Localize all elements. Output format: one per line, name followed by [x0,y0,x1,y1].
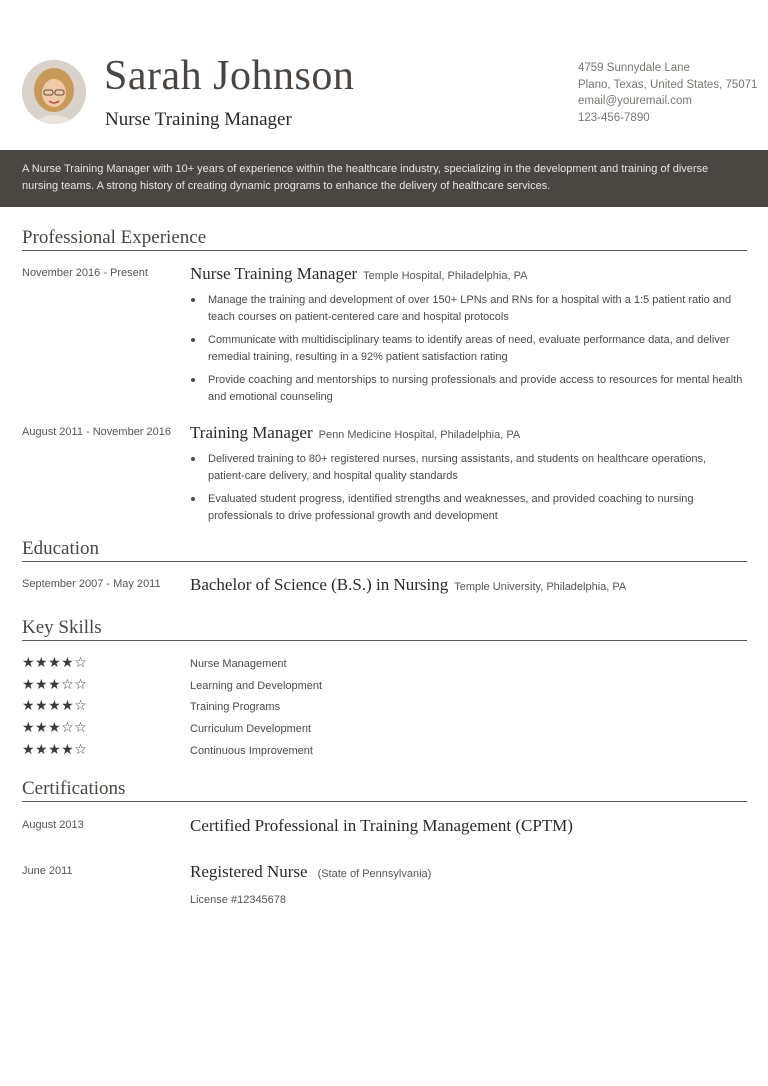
star-rating-icon: ★★★★☆ [22,655,88,671]
profile-photo [22,60,86,124]
skill-name: Nurse Management [190,658,287,670]
education-heading: Education [22,538,747,562]
summary: A Nurse Training Manager with 10+ years of experience within the healthcare industry, specializing in the development and training of diverse nursing teams. A strong history of creating dynamic programs to enhance the delivery of healthcare services. [0,150,768,207]
list-item: Evaluated student progress, identified strengths and weaknesses, and provided coaching to nursing professionals to drive professional growth and development [190,491,745,525]
degree: Bachelor of Science (B.S.) in Nursing [190,575,449,594]
job-1-dates: November 2016 - Present [22,267,148,279]
address-line-2: Plano, Texas, United States, 75071 [578,78,758,91]
job-2-header [190,423,520,443]
cert-1-title: Certified Professional in Training Management (CPTM) [190,816,573,835]
skill-name: Learning and Development [190,680,323,692]
star-rating-icon: ★★★★☆ [22,698,88,714]
list-item: Delivered training to 80+ registered nurses, nursing assistants, and students on healthcare operations, patient-care delivery, and hospital quality standards [190,451,745,485]
candidate-title: Nurse Training Manager [105,109,292,130]
job-1-header [190,264,527,284]
list-item: Provide coaching and mentorships to nursing professionals and provide access to resources for mental health and emotional counseling [190,372,745,406]
list-item: Manage the training and development of over 150+ LPNs and RNs for a hospital with a 1:5 patient ratio and teach courses on patient-centered care and hospital protocols [190,292,745,326]
resume-header [0,0,768,150]
cert-2-header [190,862,431,882]
job-1-bullets [190,292,745,412]
skill-row [22,679,422,697]
star-rating-icon: ★★★☆☆ [22,720,88,736]
job-2-bullets [190,451,745,531]
certifications-heading: Certifications [22,778,747,802]
skills-heading: Key Skills [22,617,747,641]
avatar [22,60,86,124]
school: Temple University, Philadelphia, PA [454,581,627,593]
skill-row [22,657,422,675]
star-rating-icon: ★★★☆☆ [22,677,88,693]
cert-2-issuer: (State of Pennsylvania) [317,868,432,880]
job-2-org: Penn Medicine Hospital, Philadelphia, PA [318,429,521,441]
skill-name: Training Programs [190,701,281,713]
email[interactable]: email@youremail.com [578,95,692,108]
list-item: Communicate with multidisciplinary teams to identify areas of need, evaluate performance data, and deliver remedial training, resulting in a 92% patient satisfaction rating [190,332,745,366]
skill-row [22,722,422,740]
cert-1-date: August 2013 [22,819,84,831]
skill-name: Continuous Improvement [190,745,313,757]
contact-info [578,60,757,127]
star-rating-icon: ★★★★☆ [22,742,88,758]
skill-row [22,744,422,762]
cert-2-license: License #12345678 [190,894,287,906]
phone: 123-456-7890 [578,112,650,125]
job-1-org: Temple Hospital, Philadelphia, PA [363,270,528,282]
job-1-role: Nurse Training Manager [190,264,358,283]
job-2-dates: August 2011 - November 2016 [22,426,171,438]
education-entry [190,575,626,595]
cert-2-date: June 2011 [22,865,73,877]
skill-row [22,700,422,718]
cert-2-title: Registered Nurse [190,862,308,881]
address-line-1: 4759 Sunnydale Lane [578,62,690,74]
candidate-name: Sarah Johnson [104,53,355,99]
education-dates: September 2007 - May 2011 [22,578,161,590]
skill-name: Curriculum Development [190,723,312,735]
job-2-role: Training Manager [190,423,313,442]
experience-heading: Professional Experience [22,227,747,251]
